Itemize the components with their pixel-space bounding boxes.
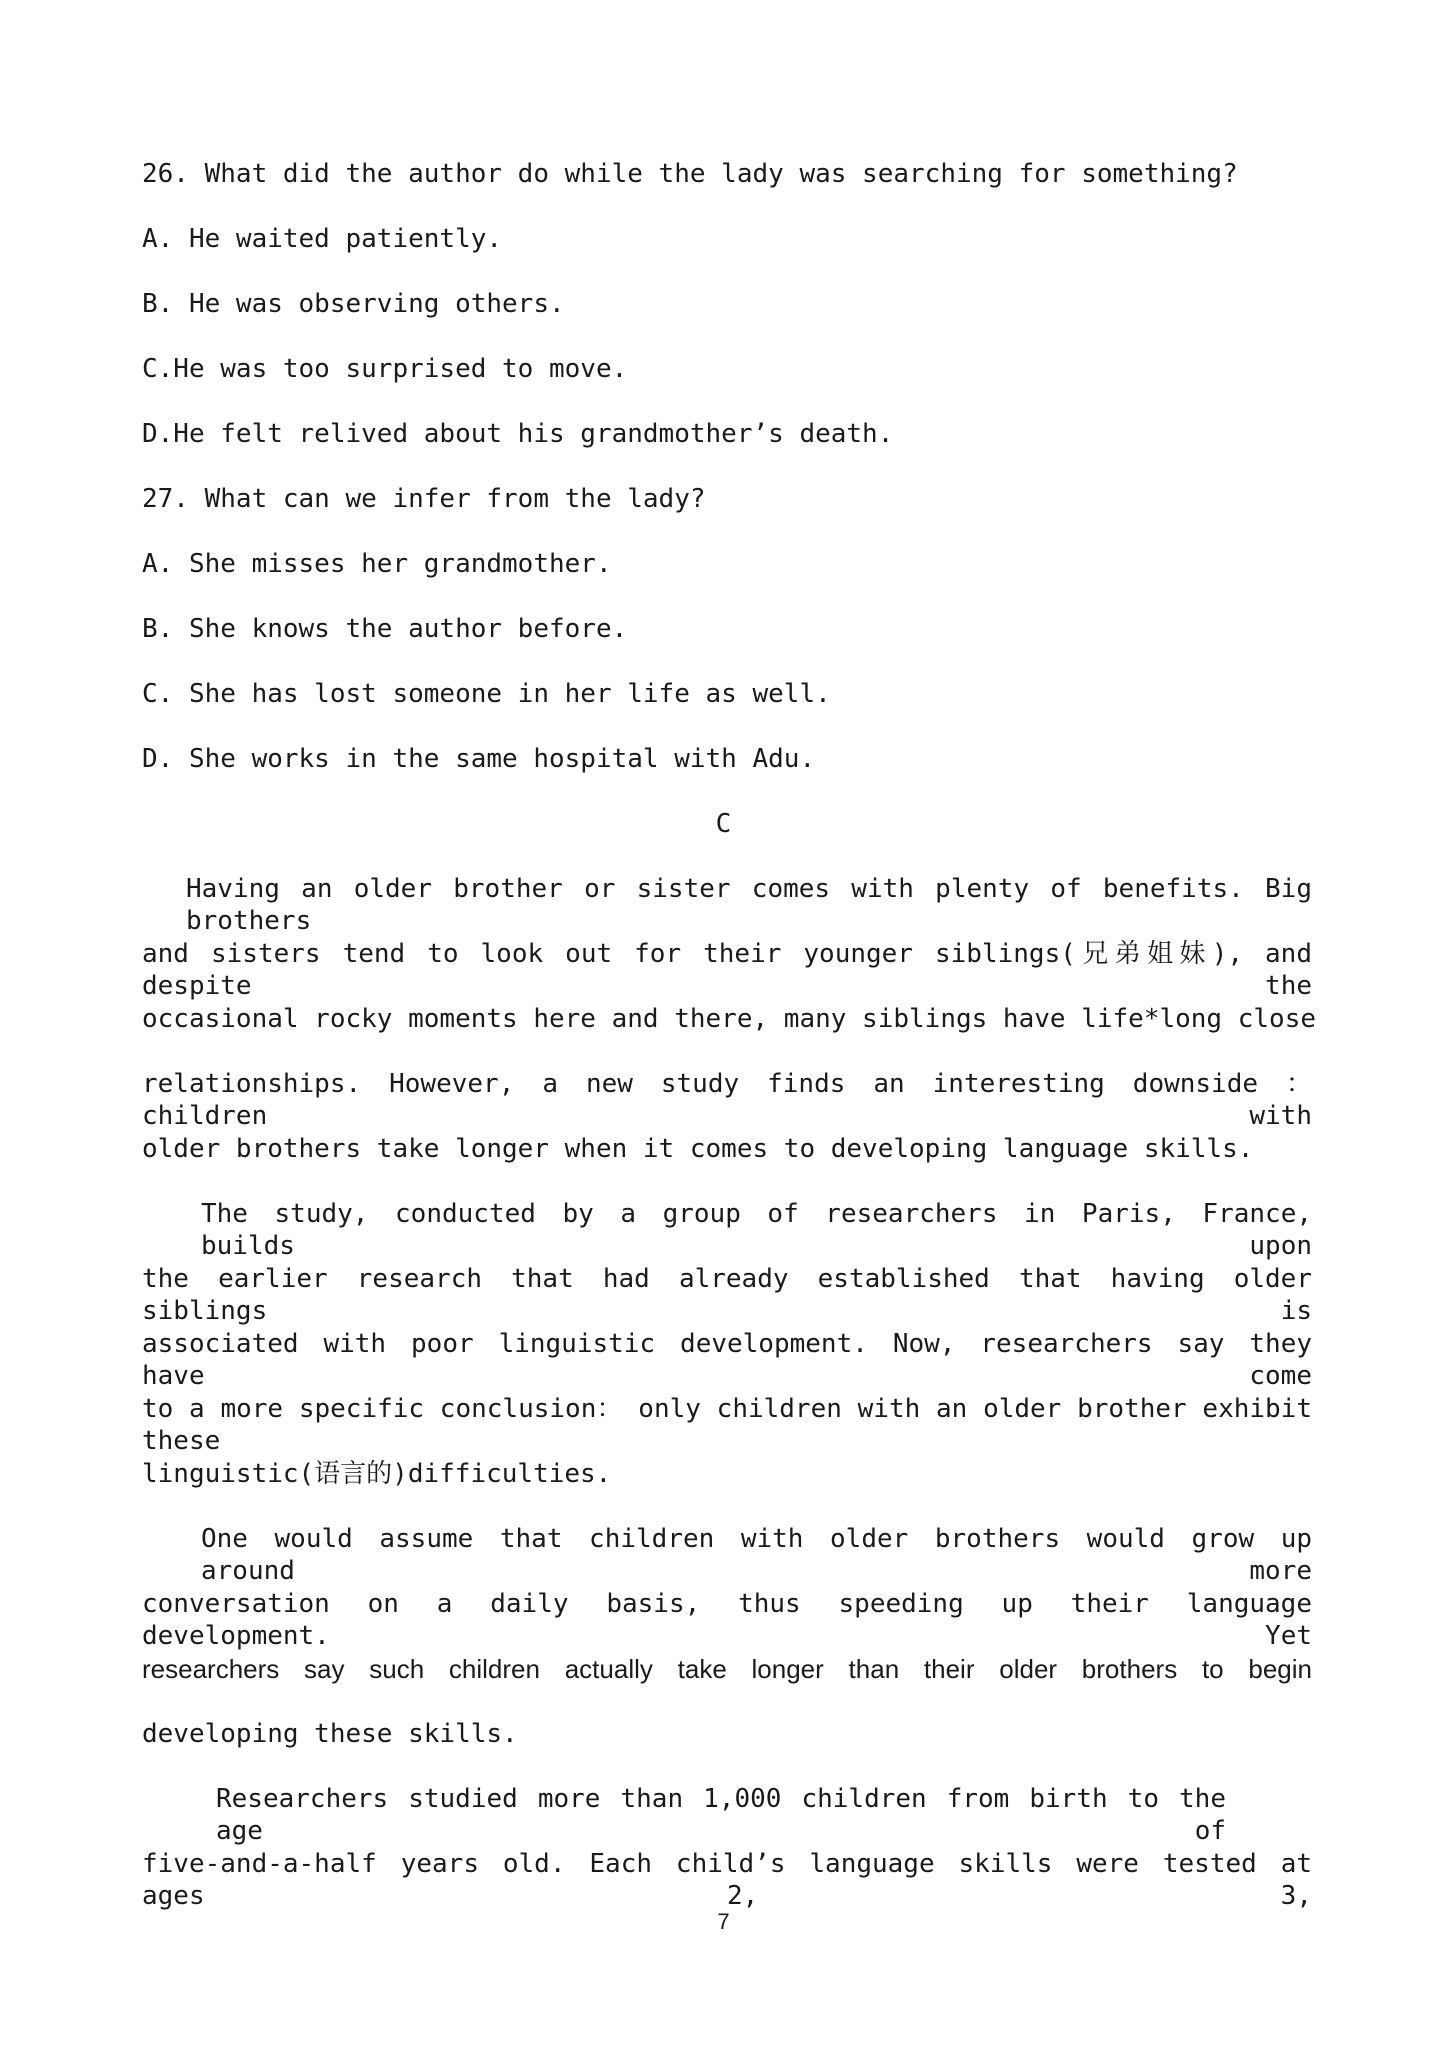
question-27-stem: 27. What can we infer from the lady? (142, 484, 706, 514)
question-27-option-c: C. She has lost someone in her life as well. (142, 679, 831, 709)
passage-line: Having an older brother or sister comes with plenty of benefits. Big brothers (186, 874, 1312, 936)
passage-line: Researchers studied more than 1,000 children from birth to the age of (216, 1784, 1226, 1846)
section-label: C (715, 809, 732, 839)
passage-line: five-and-a-half years old. Each child’s language skills were tested at ages 2, 3, (142, 1849, 1312, 1911)
question-26-stem: 26. What did the author do while the lady was searching for something? (142, 159, 1238, 189)
question-26-option-d: D.He felt relived about his grandmother’s death. (142, 419, 894, 449)
passage-line: the earlier research that had already established that having older siblings is (142, 1264, 1312, 1326)
passage-line: The study, conducted by a group of researchers in Paris, France, builds upon (201, 1199, 1312, 1261)
passage-line: conversation on a daily basis, thus speeding up their language development. Yet (142, 1589, 1312, 1651)
passage-line: developing these skills. (142, 1719, 518, 1749)
question-27-option-d: D. She works in the same hospital with Adu. (142, 744, 816, 774)
passage-line: associated with poor linguistic development. Now, researchers say they have come (142, 1329, 1312, 1391)
question-27-option-b: B. She knows the author before. (142, 614, 628, 644)
passage-line: older brothers take longer when it comes to developing language skills. (142, 1134, 1254, 1164)
question-27-option-a: A. She misses her grandmother. (142, 549, 612, 579)
question-26-option-c: C.He was too surprised to move. (142, 354, 628, 384)
page-number: 7 (717, 1909, 730, 1934)
passage-line: to a more specific conclusion： only children with an older brother exhibit these (142, 1394, 1312, 1456)
passage-line: One would assume that children with older brothers would grow up around more (201, 1524, 1312, 1586)
passage-line: and sisters tend to look out for their younger siblings(兄弟姐妹), and despite the (142, 939, 1312, 1001)
question-26-option-b: B. He was observing others. (142, 289, 565, 319)
passage-line: linguistic(语言的)difficulties. (142, 1459, 612, 1489)
passage-line: occasional rocky moments here and there, many siblings have life*long close (142, 1004, 1316, 1034)
question-26-option-a: A. He waited patiently. (142, 224, 503, 254)
passage-line: researchers say such children actually take longer than their older brothers to begin (142, 1654, 1312, 1684)
passage-line: relationships. However, a new study finds an interesting downside ： children with (142, 1069, 1312, 1131)
